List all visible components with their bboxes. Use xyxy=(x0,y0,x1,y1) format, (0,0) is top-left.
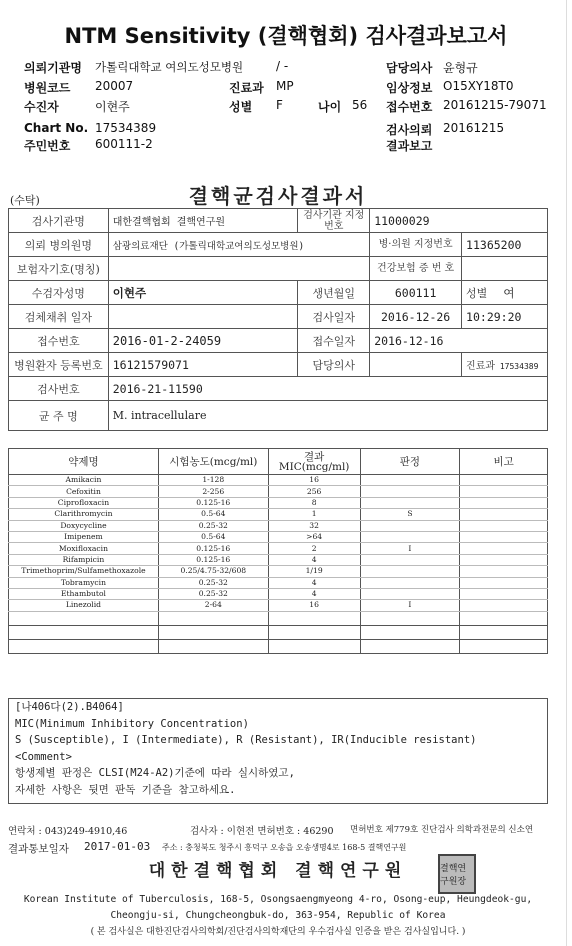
organization-name: 대한결핵협회 결핵연구원 xyxy=(148,861,408,881)
sex-value: F xyxy=(276,98,283,112)
receipt-no-scan: 2016-01-2-24059 xyxy=(108,329,298,353)
interpretation: I xyxy=(360,543,460,554)
test-range: 0.25-32 xyxy=(158,577,268,588)
test-range: 1-128 xyxy=(158,475,268,486)
blank-row xyxy=(9,611,548,625)
resident-no-value: 600111-2 xyxy=(95,137,153,151)
remark xyxy=(460,543,548,554)
dept-value: 17534389 xyxy=(499,362,539,371)
scan-title: 결핵균검사결과서 xyxy=(188,184,368,208)
drug-name: Imipenem xyxy=(9,531,159,542)
address-small: 주소 : 충청북도 청주시 흥덕구 오송읍 오송생명4로 168-5 결핵연구원 xyxy=(162,843,407,852)
blank-cell xyxy=(158,625,268,639)
mic-result: 16 xyxy=(268,600,360,611)
exam-org-label: 검사기관명 xyxy=(9,209,109,233)
sex-cell-label: 성별 xyxy=(466,286,488,300)
drug-row xyxy=(9,520,548,531)
drug-row xyxy=(9,475,548,486)
test-range: 0.5-64 xyxy=(158,509,268,520)
remark xyxy=(460,531,548,542)
interpretation xyxy=(360,486,460,497)
drug-row xyxy=(9,531,548,542)
patient-name: 이현주 xyxy=(108,281,298,305)
health-cert-label: 건강보험 증 번 호 xyxy=(370,257,462,281)
mic-result: 8 xyxy=(268,497,360,508)
comment-line-1: MIC(Minimum Inhibitory Concentration) xyxy=(15,717,249,730)
dept-cell xyxy=(462,353,548,377)
interpretation xyxy=(360,520,460,531)
interpretation: I xyxy=(360,600,460,611)
remark xyxy=(460,497,548,508)
exam-org: 대한결핵협회 결핵연구원 xyxy=(108,209,298,233)
report-date-label: 결과통보일자 xyxy=(8,843,69,855)
header-test-range: 시험농도(mcg/ml) xyxy=(158,449,268,475)
mic-result: 32 xyxy=(268,520,360,531)
sex-cell xyxy=(462,281,548,305)
test-range: 0.25/4.75-32/608 xyxy=(158,566,268,577)
drug-row xyxy=(9,566,548,577)
drug-row xyxy=(9,600,548,611)
comment-line-2: S (Susceptible), I (Intermediate), R (Resistant), IR(Inducible resistant) xyxy=(15,734,477,746)
clinical-info-value: O15XY18T0 xyxy=(443,79,514,93)
page-edge-line xyxy=(566,0,567,946)
age-label: 나이 xyxy=(318,100,342,114)
remark xyxy=(460,554,548,565)
test-range: 0.125-16 xyxy=(158,554,268,565)
blank-cell xyxy=(268,611,360,625)
receipt-no-value: 20161215-79071 xyxy=(443,98,547,112)
blank-cell xyxy=(9,611,159,625)
blank-cell xyxy=(9,639,159,653)
drug-name: Clarithromycin xyxy=(9,509,159,520)
drug-name: Moxifloxacin xyxy=(9,543,159,554)
comment-line-3: <Comment> xyxy=(15,750,72,763)
test-range: 0.5-64 xyxy=(158,531,268,542)
sex-label: 성별 xyxy=(229,100,253,114)
mic-result: 16 xyxy=(268,475,360,486)
collect-date-label: 검체채취 일자 xyxy=(9,305,109,329)
remark xyxy=(460,486,548,497)
drug-row xyxy=(9,577,548,588)
scan-type-label: (수탁) xyxy=(10,194,40,207)
header-mic: 결과 MIC(mcg/ml) xyxy=(268,449,360,475)
requesting-org-label: 의뢰기관명 xyxy=(24,61,82,75)
test-no: 2016-21-11590 xyxy=(108,377,547,401)
drug-row xyxy=(9,509,548,520)
collect-date xyxy=(108,305,298,329)
drug-name: Trimethoprim/Sulfamethoxazole xyxy=(9,566,159,577)
request-date-label: 검사의뢰 xyxy=(386,123,433,137)
receipt-date-label: 접수일자 xyxy=(298,329,370,353)
receipt-no-scan-label: 접수번호 xyxy=(9,329,109,353)
req-hospital-no-label: 병·의원 지정번호 xyxy=(370,233,462,257)
contact: 연락처 : 043)249-4910,46 xyxy=(8,826,128,837)
test-range: 0.125-16 xyxy=(158,543,268,554)
drug-name: Linezolid xyxy=(9,600,159,611)
requesting-org-value: 가톨릭대학교 여의도성모병원 xyxy=(95,60,244,74)
blank-cell xyxy=(158,639,268,653)
blank-cell xyxy=(268,639,360,653)
english-address-line-2: Cheongju-si, Chungcheongbuk-do, 363-954, Republic of Korea xyxy=(110,910,446,921)
blank-cell xyxy=(360,611,460,625)
certification-note: ( 본 검사실은 대한진단검사의학회/진단검사의학재단의 우수검사실 인증을 받은 검사실입니다. ) xyxy=(90,927,466,937)
req-hospital-no: 11365200 xyxy=(462,233,548,257)
comment-line-4: 항생제별 판정은 CLSI(M24-A2)기준에 따라 실시하였고, xyxy=(15,767,295,779)
result-report-label: 결과보고 xyxy=(386,139,433,153)
patient-value: 이현주 xyxy=(95,100,130,114)
exam-org-no-label: 검사기관 지정번호 xyxy=(298,209,370,233)
blank-row xyxy=(9,625,548,639)
report-date: 2017-01-03 xyxy=(84,840,151,853)
drug-row xyxy=(9,554,548,565)
requesting-org-extra: / - xyxy=(276,59,289,73)
drug-name: Tobramycin xyxy=(9,577,159,588)
remark xyxy=(460,600,548,611)
header-interpretation: 판정 xyxy=(360,449,460,475)
health-cert xyxy=(462,257,548,281)
drug-name: Ethambutol xyxy=(9,588,159,599)
blank-cell xyxy=(360,639,460,653)
interpretation: S xyxy=(360,509,460,520)
official-seal-icon xyxy=(438,854,476,894)
receipt-date: 2016-12-16 xyxy=(370,329,548,353)
exam-org-no: 11000029 xyxy=(370,209,548,233)
header-remark: 비고 xyxy=(460,449,548,475)
chart-no-value: 17534389 xyxy=(95,121,157,135)
drug-name: Amikacin xyxy=(9,475,159,486)
blank-cell xyxy=(460,639,548,653)
drug-name: Doxycycline xyxy=(9,520,159,531)
drug-row xyxy=(9,588,548,599)
drug-row xyxy=(9,497,548,508)
blank-cell xyxy=(9,625,159,639)
doctor-label: 담당의사 xyxy=(386,61,433,75)
english-address-line-1: Korean Institute of Tuberculosis, 168-5, Osongsaengmyeong 4-ro, Osong-eup, Heungdeok-gu, xyxy=(23,894,533,905)
test-range: 0.125-16 xyxy=(158,497,268,508)
interpretation xyxy=(360,588,460,599)
mic-result: 4 xyxy=(268,588,360,599)
mic-result: >64 xyxy=(268,531,360,542)
reg-no: 16121579071 xyxy=(108,353,298,377)
remark xyxy=(460,509,548,520)
test-date-label: 검사일자 xyxy=(298,305,370,329)
examiner: 검사자 : 이현전 면허번호 : 46290 xyxy=(190,826,334,837)
mic-result: 1 xyxy=(268,509,360,520)
request-date-value: 20161215 xyxy=(443,121,505,135)
remark xyxy=(460,475,548,486)
mic-result: 2 xyxy=(268,543,360,554)
comment-code: [나406다(2).B4064] xyxy=(15,701,124,713)
mic-result: 4 xyxy=(268,554,360,565)
interpretation xyxy=(360,475,460,486)
blank-cell xyxy=(460,625,548,639)
blank-cell xyxy=(158,611,268,625)
department-value: MP xyxy=(276,79,294,93)
age-value: 56 xyxy=(352,98,368,112)
birth-label: 생년월일 xyxy=(298,281,370,305)
mic-result: 1/19 xyxy=(268,566,360,577)
drug-name: Cefoxitin xyxy=(9,486,159,497)
interpretation xyxy=(360,497,460,508)
drug-name: Rifampicin xyxy=(9,554,159,565)
insurance-label: 보험자기호(명칭) xyxy=(9,257,109,281)
test-range: 2-256 xyxy=(158,486,268,497)
remark xyxy=(460,520,548,531)
official-seal-text: 결핵연구원장 xyxy=(440,864,467,887)
remark xyxy=(460,566,548,577)
comment-box xyxy=(8,698,548,804)
doctor-scan-label: 담당의사 xyxy=(298,353,370,377)
req-hospital-label: 의뢰 병의원명 xyxy=(9,233,109,257)
report-title: NTM Sensitivity (결핵협회) 검사결과보고서 xyxy=(64,24,508,48)
test-time: 10:29:20 xyxy=(462,305,548,329)
test-range: 0.25-32 xyxy=(158,588,268,599)
clinical-info-label: 임상정보 xyxy=(386,81,433,95)
sex-cell-value: 여 xyxy=(503,285,515,300)
comment-line-5: 자세한 사항은 뒷면 판독 기준을 참고하세요. xyxy=(15,783,236,796)
strain: M. intracellulare xyxy=(108,401,547,431)
interpretation xyxy=(360,554,460,565)
chart-no-label: Chart No. xyxy=(24,121,89,135)
mic-result: 4 xyxy=(268,577,360,588)
insurance xyxy=(108,257,369,281)
department-label: 진료과 xyxy=(229,81,264,95)
header-drug: 약제명 xyxy=(9,449,159,475)
interpretation xyxy=(360,577,460,588)
blank-row xyxy=(9,639,548,653)
director: 면허번호 제779호 진단검사 의학과전문의 신소연 xyxy=(350,825,534,835)
blank-cell xyxy=(268,625,360,639)
test-no-label: 검사번호 xyxy=(9,377,109,401)
test-date: 2016-12-26 xyxy=(370,305,462,329)
interpretation xyxy=(360,531,460,542)
drug-row xyxy=(9,543,548,554)
interpretation xyxy=(360,566,460,577)
patient-label: 수진자 xyxy=(24,100,59,114)
drug-name: Ciprofloxacin xyxy=(9,497,159,508)
patient-name-label: 수검자성명 xyxy=(9,281,109,305)
drug-susceptibility-table xyxy=(8,448,548,654)
blank-cell xyxy=(360,625,460,639)
hospital-code-label: 병원코드 xyxy=(24,81,71,95)
scanned-result-document xyxy=(4,178,552,937)
receipt-no-label: 접수번호 xyxy=(386,100,433,114)
strain-label: 균 주 명 xyxy=(9,401,109,431)
blank-cell xyxy=(460,611,548,625)
mic-result: 256 xyxy=(268,486,360,497)
remark xyxy=(460,588,548,599)
test-range: 2-64 xyxy=(158,600,268,611)
reg-no-label: 병원환자 등록번호 xyxy=(9,353,109,377)
remark xyxy=(460,577,548,588)
birth: 600111 xyxy=(370,281,462,305)
drug-row xyxy=(9,486,548,497)
hospital-code-value: 20007 xyxy=(95,79,134,93)
resident-no-label: 주민번호 xyxy=(24,139,71,153)
doctor-dept-cell xyxy=(370,353,462,377)
test-range: 0.25-32 xyxy=(158,520,268,531)
dept-label: 진료과 xyxy=(466,361,496,372)
doctor-value: 윤형규 xyxy=(443,61,478,75)
req-hospital: 삼광의료재단 (가톨릭대학교여의도성모병원) xyxy=(108,233,369,257)
patient-info-table xyxy=(8,208,548,431)
